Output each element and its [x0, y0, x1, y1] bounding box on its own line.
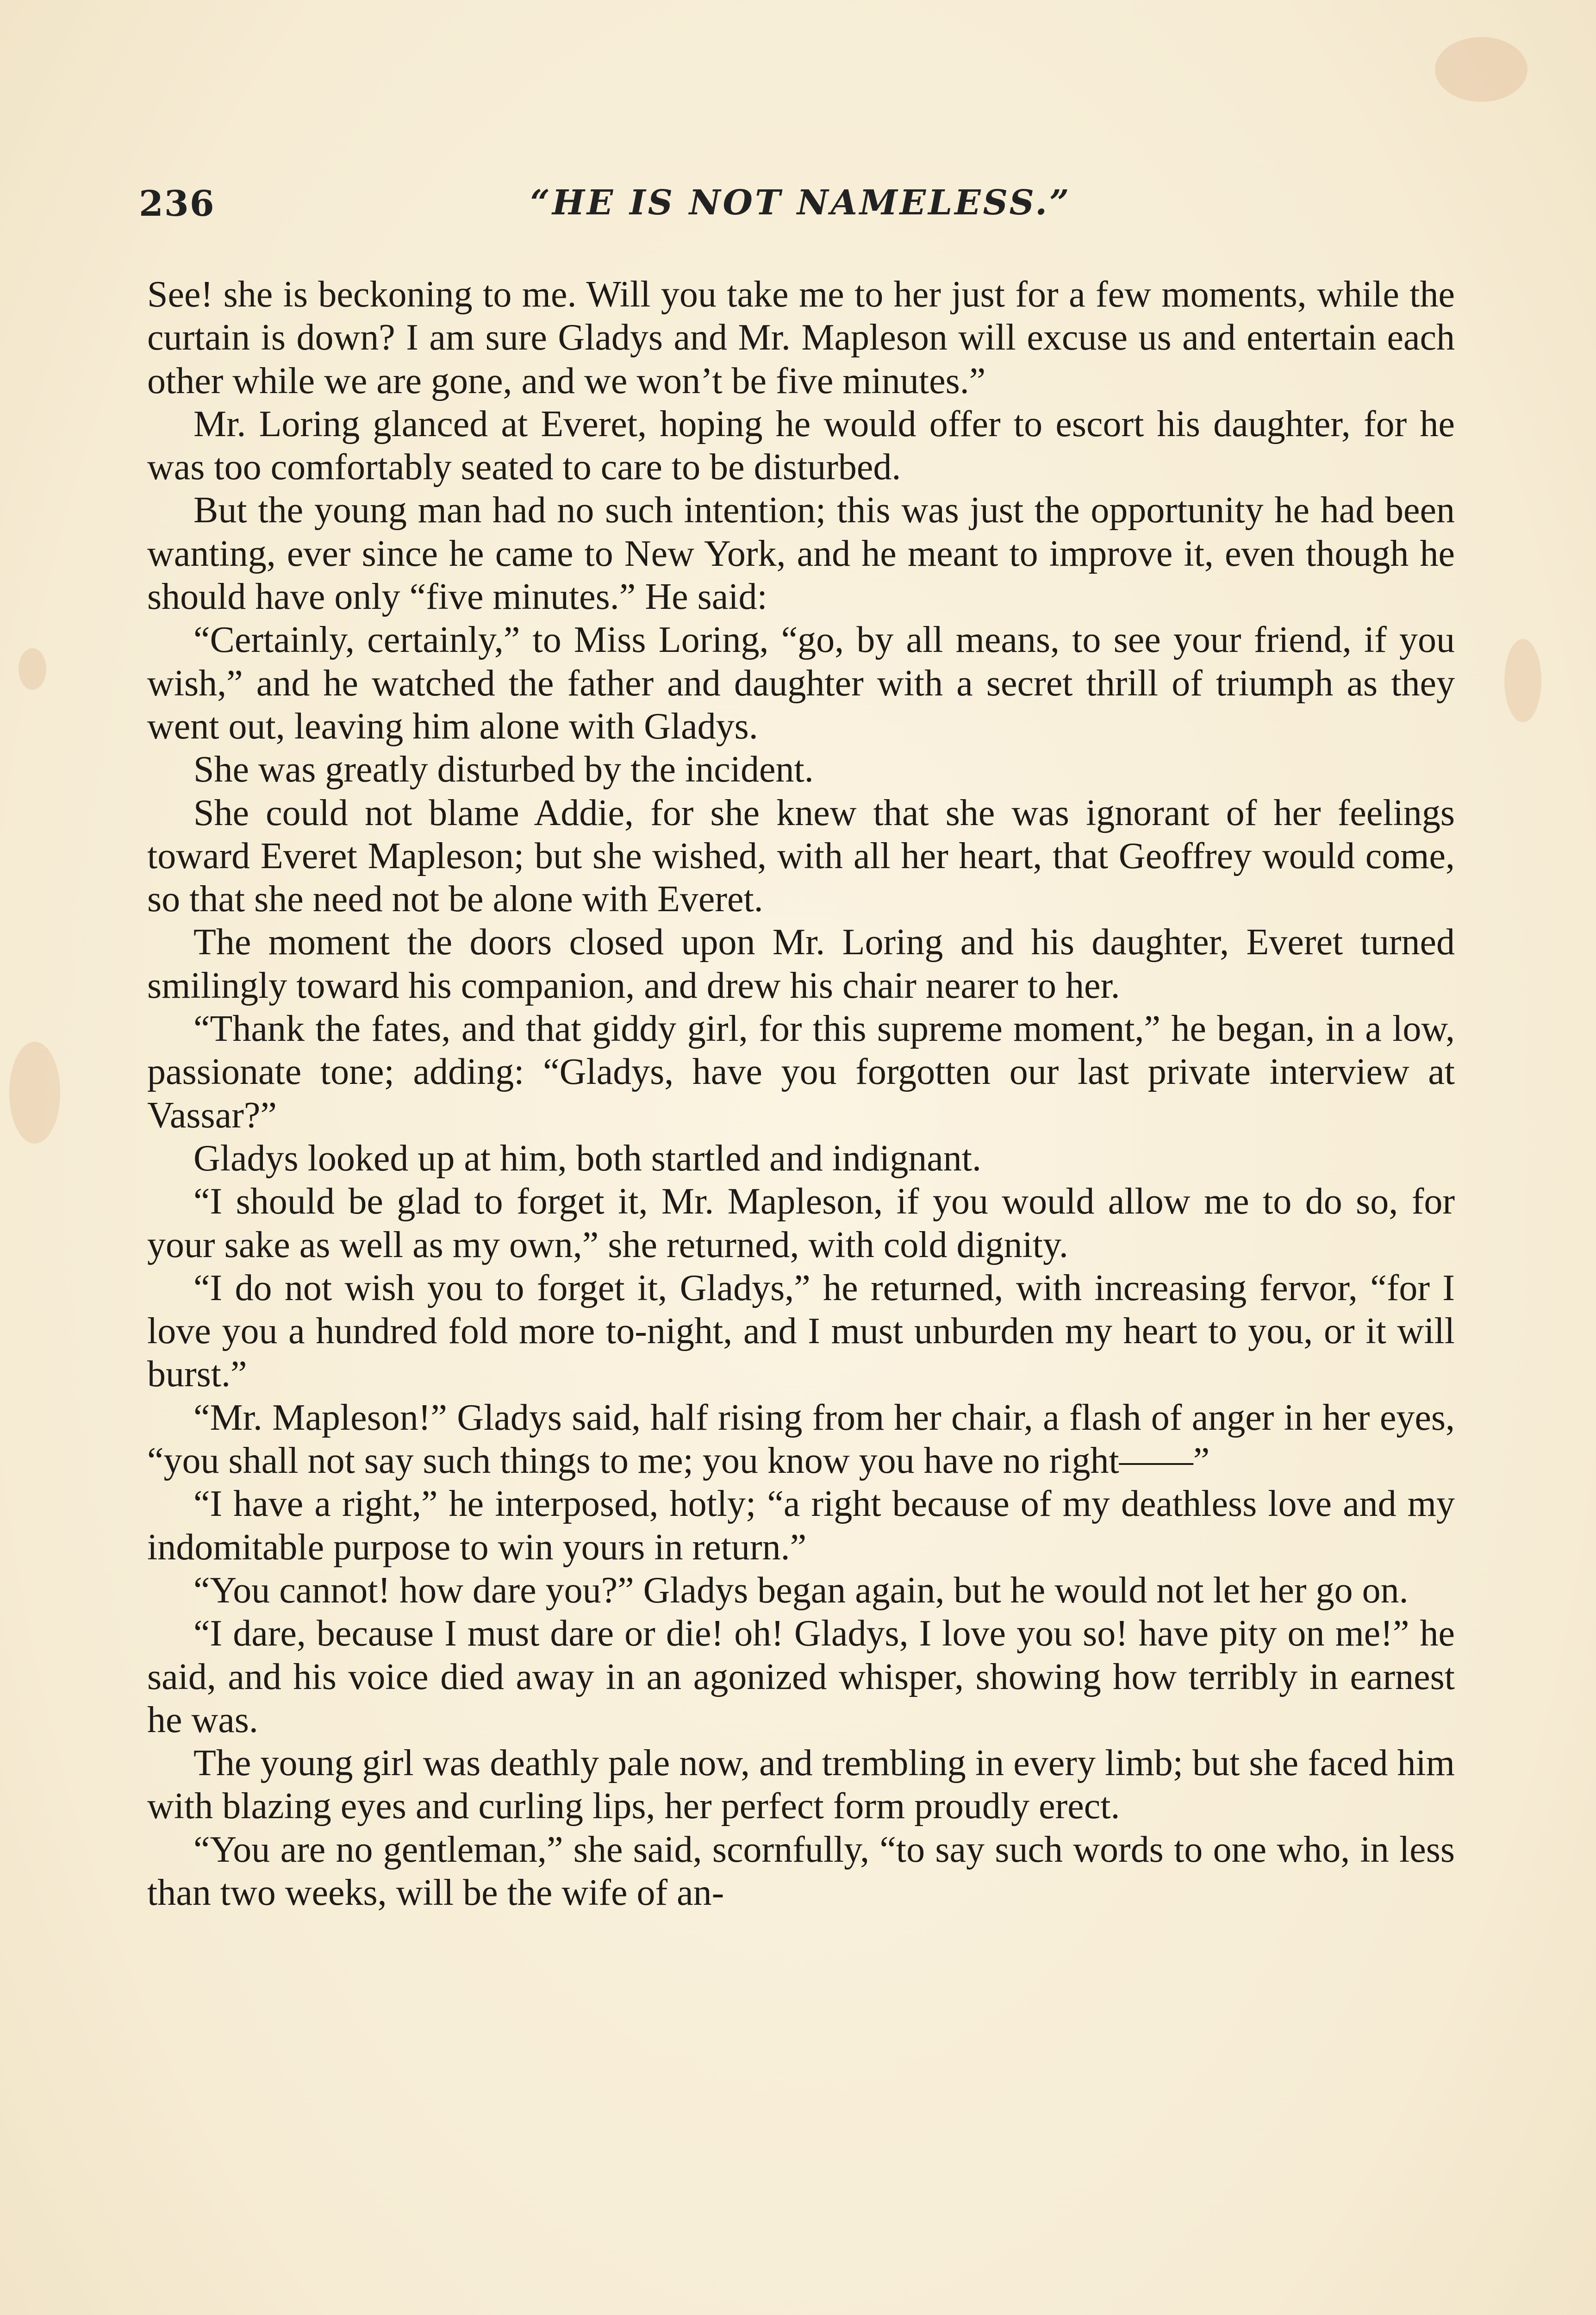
paragraph: “I have a right,” he interposed, hotly; “a right because of my deathless love and my indomitable purpose to win yours in return.”	[147, 1483, 1455, 1568]
paper-stain	[1504, 639, 1541, 722]
paper-stain	[19, 648, 46, 690]
paragraph: Mr. Loring glanced at Everet, hoping he would offer to escort his daughter, for he was too comfortably seated to care to be disturbed.	[147, 403, 1455, 488]
paragraph: See! she is beckoning to me. Will you take me to her just for a few moments, while the curtain is down? I am sure Gladys and Mr. Mapleson will excuse us and entertain each other while we are gone, and we won’t be five minutes.”	[147, 274, 1455, 401]
paragraph: “Mr. Mapleson!” Gladys said, half rising from her chair, a flash of anger in her eyes, “you shall not say such things to me; you know you have no right——”	[147, 1397, 1455, 1482]
paragraph: “Thank the fates, and that giddy girl, for this supreme moment,” he began, in a low, passionate tone; adding: “Gladys, have you forgotten our last private interview at Vassar?”	[147, 1008, 1455, 1136]
body-text	[147, 273, 1455, 1915]
paragraph: “I dare, because I must dare or die! oh! Gladys, I love you so! have pity on me!” he said, and his voice died away in an agonized whisper, showing how terribly in earnest he was.	[147, 1613, 1455, 1740]
paragraph: But the young man had no such intention; this was just the opportunity he had been wanting, ever since he came to New York, and he meant to improve it, even though he should have only “five minutes.” He said:	[147, 490, 1455, 618]
page-header	[139, 183, 1463, 238]
paragraph: “I do not wish you to forget it, Gladys,” he returned, with increasing fervor, “for I love you a hundred fold more to-night, and I must unburden my heart to you, or it will burst.”	[147, 1267, 1455, 1395]
paragraph: “You cannot! how dare you?” Gladys began again, but he would not let her go on.	[193, 1570, 1409, 1611]
paragraph: The moment the doors closed upon Mr. Loring and his daughter, Everet turned smilingly toward his companion, and drew his chair nearer to her.	[147, 922, 1455, 1006]
page-number: 236	[139, 183, 215, 224]
paragraph: She was greatly disturbed by the incident.	[193, 749, 814, 790]
paragraph: “I should be glad to forget it, Mr. Mapleson, if you would allow me to do so, for your sake as well as my own,” she returned, with cold dignity.	[147, 1181, 1455, 1265]
paragraph: Gladys looked up at him, both startled and indignant.	[193, 1138, 981, 1179]
paragraph: She could not blame Addie, for she knew that she was ignorant of her feelings toward Everet Mapleson; but she wished, with all her heart, that Geoffrey would come, so that she need not be alone with Everet.	[147, 792, 1455, 920]
paragraph: “Certainly, certainly,” to Miss Loring, “go, by all means, to see your friend, if you wish,” and he watched the father and daughter with a secret thrill of triumph as they went out, leaving him alone with Gladys.	[147, 619, 1455, 747]
running-title: “HE IS NOT NAMELESS.”	[530, 183, 1072, 223]
paper-stain	[9, 1042, 60, 1144]
paragraph: “You are no gentleman,” she said, scornfully, “to say such words to one who, in less than two weeks, will be the wife of an-	[147, 1829, 1455, 1913]
paragraph: The young girl was deathly pale now, and trembling in every limb; but she faced him with blazing eyes and curling lips, her perfect form proudly erect.	[147, 1743, 1455, 1827]
paper-stain	[1435, 37, 1527, 102]
